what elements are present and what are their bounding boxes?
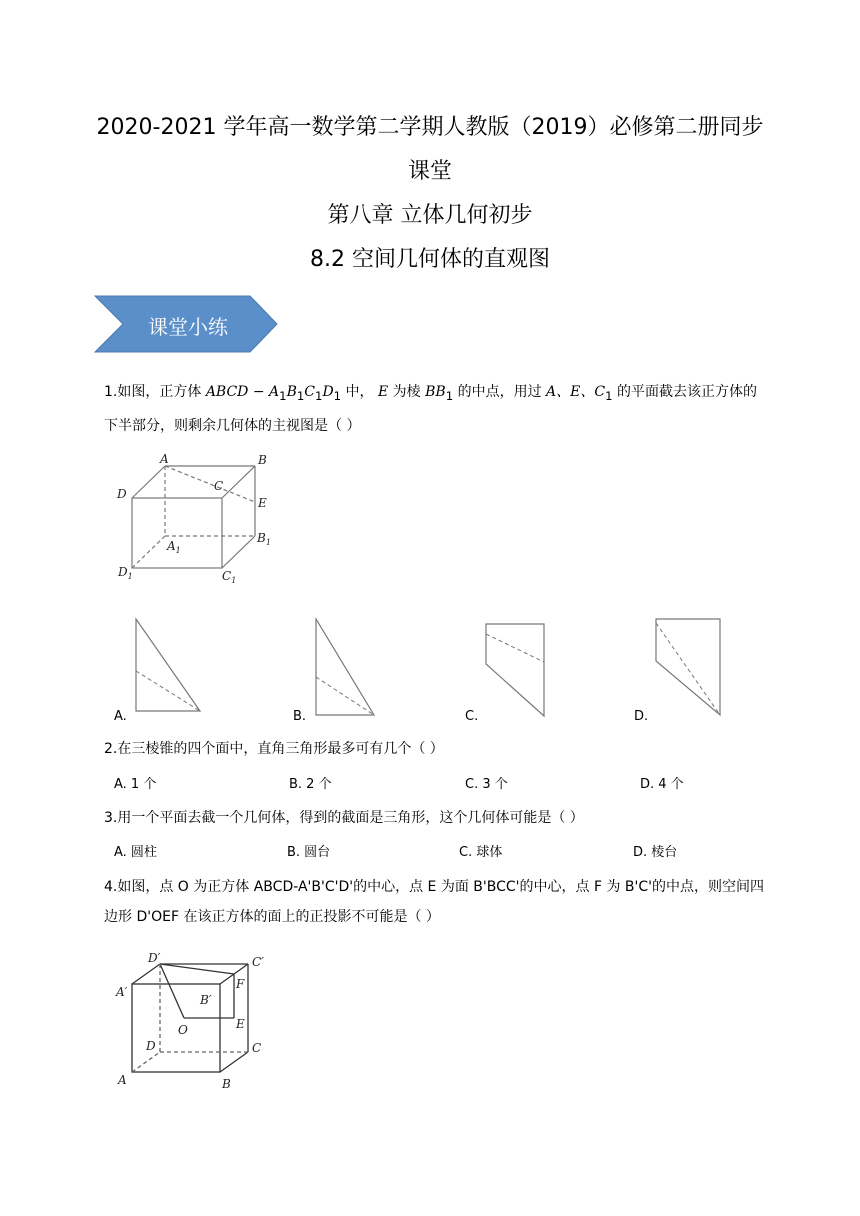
label-B1: $B_1$: [257, 531, 271, 547]
label-D: D: [146, 1039, 156, 1053]
q2-option-a[interactable]: A. 1 个: [114, 777, 157, 792]
q1-option-b-label[interactable]: B.: [293, 709, 307, 724]
question-1-text: 1.如图，正方体 ABCD − $A_1B_1C_1D_1$ 中， E 为棱 $BB_1$ 的中点，用过 A、E、$C_1$ 的平面截去该正方体的下半部分，则剩余几何体的主视图是（ ）: [104, 384, 757, 434]
q1-option-a-figure: [130, 615, 210, 715]
banner-label: 课堂小练: [148, 315, 228, 339]
q1-option-b-figure: [310, 615, 390, 720]
label-E: E: [236, 1017, 245, 1031]
question-4-cube-figure: [112, 948, 282, 1093]
label-A-prime: A′: [116, 985, 128, 999]
label-C-prime: C′: [252, 955, 264, 969]
q3-option-b[interactable]: B. 圆台: [287, 845, 331, 860]
label-E: E: [258, 496, 267, 510]
document-title-line2: 课堂: [407, 159, 452, 184]
q2-option-c[interactable]: C. 3 个: [465, 777, 508, 792]
label-D-prime: D′: [148, 951, 161, 965]
label-A: A: [118, 1073, 127, 1087]
label-B: B: [222, 1077, 231, 1091]
label-C: C: [252, 1041, 262, 1055]
label-B-prime: B′: [200, 993, 212, 1007]
label-C1: $C_1$: [222, 569, 237, 585]
document-title-line1: 2020-2021 学年高一数学第二学期人教版（2019）必修第二册同步: [96, 115, 764, 140]
q1-option-d-label[interactable]: D.: [634, 709, 649, 724]
q1-option-d-figure: [650, 615, 725, 720]
label-A1: $A_1$: [167, 539, 181, 555]
question-2-text: 2.在三棱锥的四个面中，直角三角形最多可有几个（ ）: [104, 741, 444, 757]
section-title: 8.2 空间几何体的直观图: [310, 247, 550, 272]
q2-option-b[interactable]: B. 2 个: [289, 777, 332, 792]
label-B: B: [258, 453, 267, 467]
label-F: F: [236, 977, 245, 991]
q3-option-a[interactable]: A. 圆柱: [114, 845, 157, 860]
label-A: A: [160, 452, 169, 466]
label-D1: $D_1$: [118, 565, 133, 581]
q1-option-c-figure: [480, 620, 550, 720]
label-D: D: [117, 487, 127, 501]
q3-option-d[interactable]: D. 棱台: [633, 845, 678, 860]
label-C: C: [214, 479, 224, 493]
q2-option-d[interactable]: D. 4 个: [640, 777, 684, 792]
question-3-text: 3.用一个平面去截一个几何体，得到的截面是三角形，这个几何体可能是（ ）: [104, 810, 584, 826]
q1-option-a-label[interactable]: A.: [114, 709, 127, 724]
question-1-cube-figure: [110, 450, 280, 590]
q1-option-c-label[interactable]: C.: [465, 709, 479, 724]
chapter-title: 第八章 立体几何初步: [327, 203, 533, 228]
question-4-text: 4.如图，点 O 为正方体 ABCD-A'B'C'D'的中心，点 E 为面 B'BCC'的中心，点 F 为 B'C'的中点，则空间四边形 D'OEF 在该正方体的面上的正投影不可能是（ ）: [104, 879, 764, 925]
q3-option-c[interactable]: C. 球体: [459, 845, 503, 860]
label-O: O: [178, 1023, 188, 1037]
